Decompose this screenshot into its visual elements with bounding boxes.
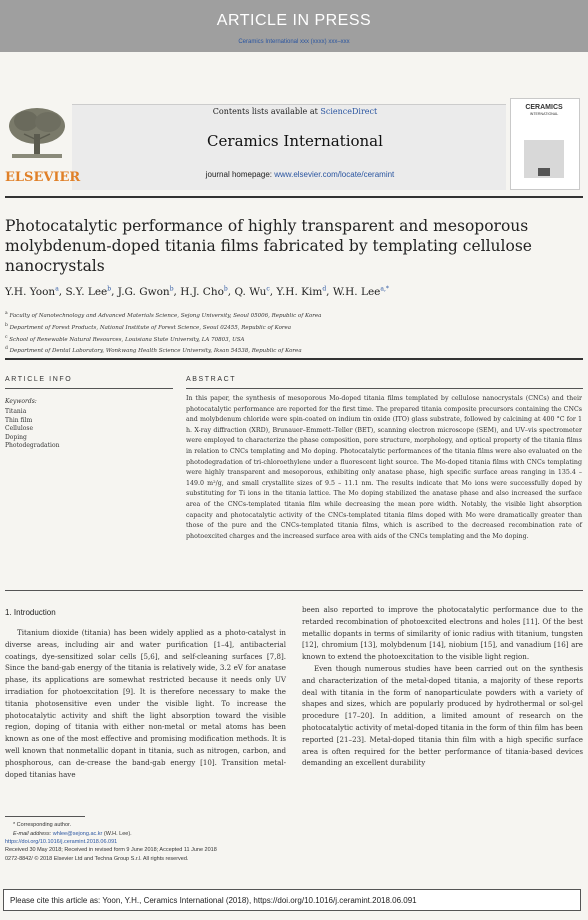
email-line: E-mail address: whlee@sejong.ac.kr (W.H. Lee). [13,830,132,837]
intro-paragraph: Titanium dioxide (titania) has been widely applied as a photo-catalyst in diverse areas, including air and water purification [1–4], antibacterial coatings, dye-sensitized solar cells [5,6], and self-cleaning surfaces [7,8]. Since the band-gab energy of the titania is relatively wide, 3.2 eV for anatase phase, its applications are somewhat restricted because it needs only UV irradiation for photoexcitation [9]. It is therefore necessary to make the titania photosensitive even under the visible light. To increase the photocatalytic activity and shift the light absorption toward the visible region, doping of titania with either non-metal or metal atoms has been known as one of the most effective and promising modification methods. It is well known that nonmetallic dopant in titania, such as nitrogen, carbon, and phosphorous, can de-crease the band-gab energy [10]. Transition metal-doped titanias have [5,628,286,779]
author: W.H. Lee$^{a,*}$ [332,285,389,298]
footnote-rule [5,816,85,817]
affiliation: $^a$ Faculty of Nanotechnology and Advanced Materials Science, Sejong University, Seoul 05006, Republic of Korea [5,311,322,319]
article-info-heading: ARTICLE INFO [5,376,73,383]
journal-homepage-line [160,170,440,179]
author: Y.H. Kim$^d$ [276,285,327,298]
author: Q. Wu$^c$ [234,285,270,298]
corresponding-footnote [5,821,132,838]
author-email-link[interactable]: whlee@sejong.ac.kr [52,830,103,837]
corresponding-author: * Corresponding author. [13,822,72,828]
elsevier-tree-logo [6,104,68,168]
contents-line [160,107,430,116]
abstract-heading: ABSTRACT [186,376,237,383]
introduction-heading: 1. Introduction [5,608,56,617]
author: S.Y. Lee$^b$ [65,285,112,298]
journal-title: Ceramics International [207,132,383,150]
abstract-rule [186,388,583,389]
homepage-link[interactable]: www.elsevier.com/locate/ceramint [274,170,395,179]
author-list: Y.H. Yoon$^a$, S.Y. Lee$^b$, J.G. Gwon$^b$, H.J. Cho$^b$, Q. Wu$^c$, Y.H. Kim$^d$, W.H. Lee$^{a,*}$ [5,285,389,298]
received-dates: Received 30 May 2018; Received in revised form 9 June 2018; Accepted 11 June 2018 [5,847,217,854]
article-info-rule [5,388,173,389]
affiliations [5,309,321,356]
intro-left-column [5,627,286,780]
keyword: Photodegradation [5,442,60,449]
header-divider [5,196,583,198]
author: Y.H. Yoon$^a$ [5,285,59,298]
publisher-wordmark: ELSEVIER [5,170,81,185]
author: H.J. Cho$^b$ [180,285,228,298]
affiliation-divider [5,358,583,360]
affiliation: $^b$ Department of Forest Products, National Institute of Forest Science, Seoul 02455, Republic of Korea [5,322,292,331]
author: J.G. Gwon$^b$ [117,285,174,298]
keyword-list [5,408,59,451]
intro-right-column [302,604,583,769]
affiliation: $^c$ School of Renewable Natural Resources, Louisiana State University, LA 70803, USA [5,334,245,343]
cover-title [510,104,578,117]
copyright-line: 0272-8842/ © 2018 Elsevier Ltd and Techna Group S.r.l. All rights reserved. [5,855,189,862]
keyword: Doping [5,433,27,441]
cover-subtitle: INTERNATIONAL [529,112,559,116]
cover-emblem-icon [538,168,550,176]
keywords-label: Keywords: [5,398,37,405]
article-in-press-banner [0,0,588,52]
keyword: Thin film [5,416,33,424]
abstract-text: In this paper, the synthesis of mesoporous Mo-doped titania films templated by cellulose nanocrystals (CNCs) and their photocatalytic performance are reported for the first time. The prepared titania composite precursors containing the CNCs and molybdenum chloride were spin-coated on indium tin oxide (ITO) glass substrate, followed by calcining at 400 °C for 1 h. X-ray diffraction (XRD), Brunauer–Emmett–Teller (BET), scanning electron microscope (SEM), and UV–vis spectrometer were employed to characterize the phase composition, pore structure, morphology, and optical property of the titania films in relation to CNCs templating and Mo doping. Photocatalytic performances of the titania films were also evaluated on the photodegradation of tri-chloroethylene under a fluorescent light source. The Mo-doped titania films with CNCs templating were highly transparent and mesoporous, exhibiting only anatase phase, high specific surface areas ranging in 135.4 – 149.0 m²/g, and small crystallite sizes of 9.5 – 11.1 nm. The results indicate that Mo ions were successfully doped by substituting for Ti ions in the titania lattice. The Mo doping stabilized the anatase phase and also increased the surface area of the CNCs-templated titania film while decreasing the mean pore width. Notably, the visible light absorption capacity and photocatalytic activity of the CNCs-templated titania films doped with Mo were dramatically greater than those of the pure and the CNCs-templated titania films, which is ascribed to the decreased recombination rate of photoexcited charges and the increased surface area with aids of the CNCs templating and the Mo doping. [186,395,582,540]
affiliation: $^d$ Department of Dental Laboratory, Wonkwang Health Science University, Iksan 54538, Republic of Korea [5,346,302,355]
cover-title-main: CERAMICS [525,104,563,111]
doi-link[interactable]: https://doi.org/10.1016/j.ceramint.2018.06.091 [5,839,118,845]
keyword: Cellulose [5,425,34,432]
banner-title: ARTICLE IN PRESS [216,12,372,29]
intro-paragraph: Even though numerous studies have been carried out on the synthesis and characterization of the metal-doped titania, a majority of these reports deal with titania in the form of nanoparticulate powders with a variety of shapes and sizes, which are popularly produced by hydrothermal or sol-gel procedure [17–20]. In addition, a limited amount of research on the photocatalytic activity of metal-doped titania in the form of thin film has been reported [21–23]. Metal-doped titania thin film with a high specific surface area is often required for the better performance of titania-based devices demanding an excellent durability [302,663,583,768]
sciencedirect-link[interactable]: ScienceDirect [320,107,378,116]
citation-box: Please cite this article as: Yoon, Y.H., Ceramics International (2018), https://doi.org/10.1016/j.ceramint.2018.06.091 [3,889,581,911]
keyword: Titania [5,408,27,415]
paper-title: Photocatalytic performance of highly transparent and mesoporous molybdenum-doped titania films fabricated by templating cellulose nanocrystals [5,217,532,275]
journal-citation-line: Ceramics International xxx (xxxx) xxx–xxx [238,39,350,45]
publication-info [5,838,217,863]
contents-prefix: Contents lists available at [212,107,321,116]
intro-paragraph: been also reported to improve the photocatalytic performance due to the retarded recombination of photoexcited electrons and holes [11]. Of the best metallic dopants in terms of similarity of ionic radius with titanium, tungsten [12], chromium [13], molybdenum [14], niobium [15], and vanadium [16] are known to extend the photoexcitation to the visible light region. [302,605,583,662]
homepage-prefix: journal homepage: [205,170,275,179]
abstract-end-rule [5,590,583,591]
